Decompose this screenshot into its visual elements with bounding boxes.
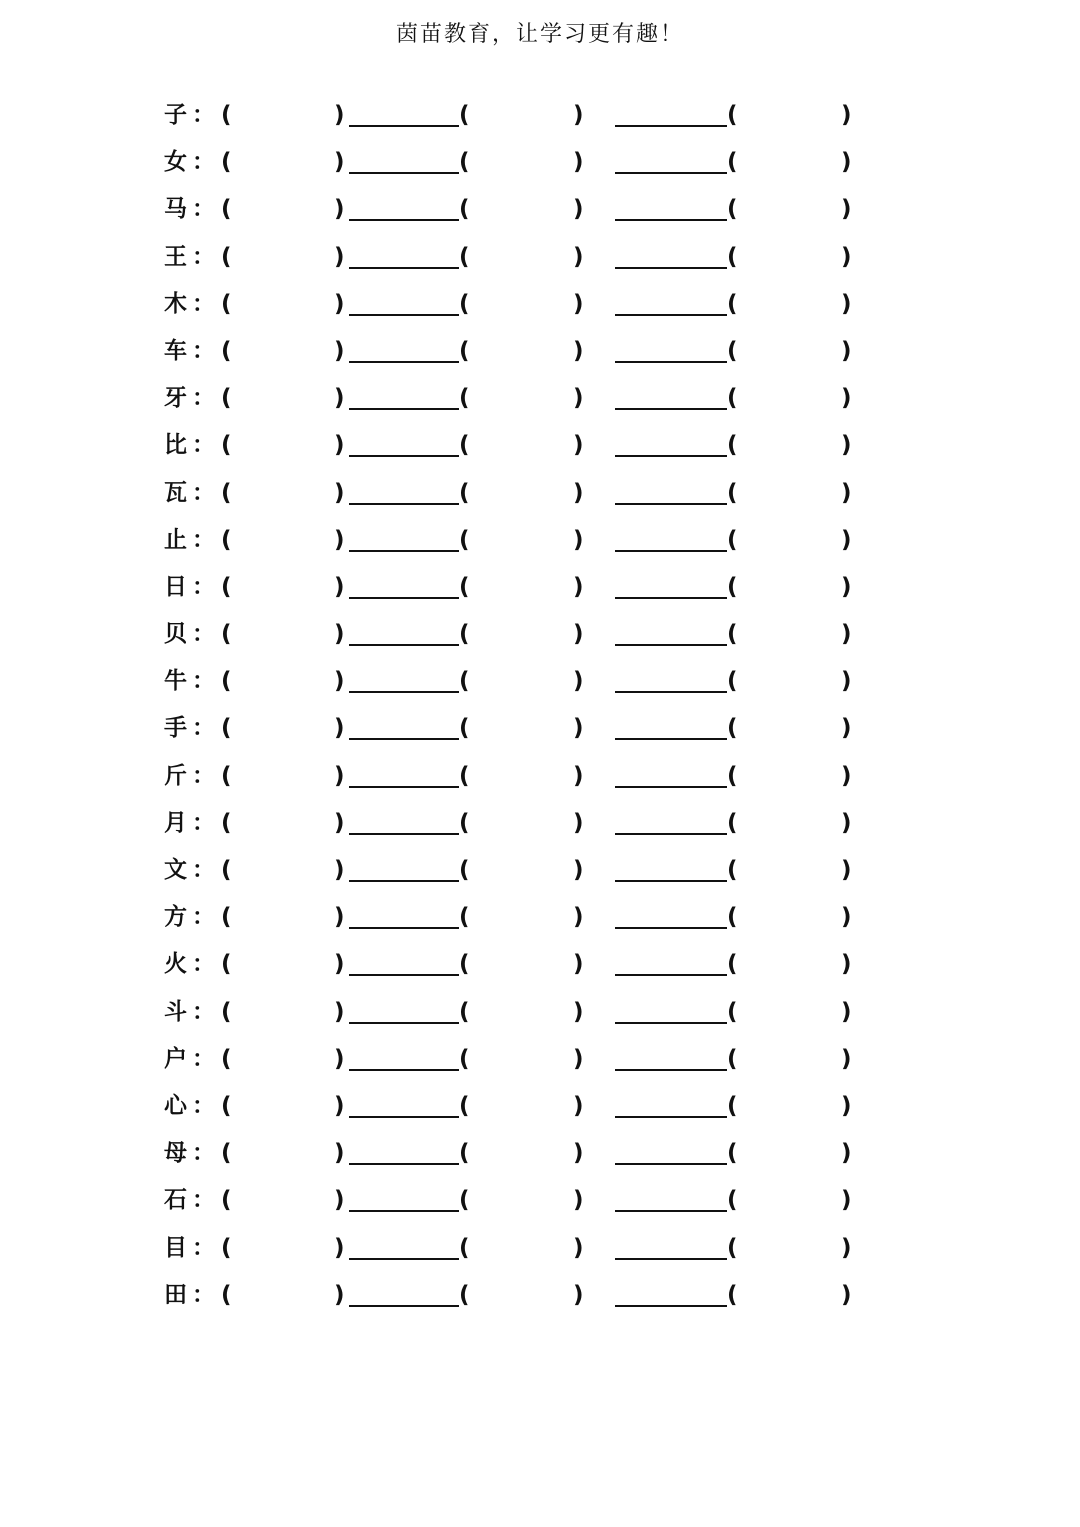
blank-2-left-paren: ( (459, 1234, 470, 1261)
row-colon: ： (192, 1092, 215, 1119)
blank-3-left-paren: ( (727, 290, 738, 317)
row-colon: ： (192, 1234, 215, 1261)
blank-2-left-paren: ( (459, 149, 470, 176)
blank-3-left-paren: ( (727, 337, 738, 364)
blank-2-right-paren: ) (573, 149, 584, 176)
worksheet-row (0, 422, 1080, 469)
blank-1-right-paren: ) (334, 337, 345, 364)
connector-line-2 (615, 833, 727, 835)
worksheet-row (0, 470, 1080, 517)
blank-1-left-paren: ( (221, 998, 232, 1025)
row-colon: ： (192, 809, 215, 836)
connector-line-1 (349, 1210, 459, 1212)
blank-2-left-paren: ( (459, 479, 470, 506)
blank-3-right-paren: ) (841, 762, 852, 789)
blank-1-left-paren: ( (221, 573, 232, 600)
blank-2-left-paren: ( (459, 196, 470, 223)
blank-1-right-paren: ) (334, 1281, 345, 1308)
blank-3-left-paren: ( (727, 149, 738, 176)
blank-1-right-paren: ) (334, 1234, 345, 1261)
row-colon: ： (192, 149, 215, 176)
row-character: 心 (164, 1092, 187, 1119)
connector-line-1 (349, 786, 459, 788)
connector-line-2 (615, 927, 727, 929)
blank-2-left-paren: ( (459, 998, 470, 1025)
blank-3-left-paren: ( (727, 1281, 738, 1308)
worksheet-row (0, 139, 1080, 186)
connector-line-2 (615, 455, 727, 457)
blank-1-left-paren: ( (221, 857, 232, 883)
blank-1-right-paren: ) (334, 102, 345, 128)
blank-3-left-paren: ( (727, 904, 738, 931)
blank-3-left-paren: ( (727, 1140, 738, 1167)
blank-1-right-paren: ) (334, 715, 345, 742)
worksheet-row (0, 658, 1080, 705)
blank-2-right-paren: ) (573, 1140, 584, 1167)
blank-3-right-paren: ) (841, 149, 852, 176)
blank-3-right-paren: ) (841, 1234, 852, 1261)
blank-2-right-paren: ) (573, 1234, 584, 1261)
blank-2-left-paren: ( (459, 526, 470, 553)
blank-2-right-paren: ) (573, 1187, 584, 1214)
blank-1-right-paren: ) (334, 1045, 345, 1072)
worksheet-row (0, 1036, 1080, 1083)
connector-line-1 (349, 974, 459, 976)
connector-line-1 (349, 1069, 459, 1071)
connector-line-1 (349, 927, 459, 929)
blank-3-left-paren: ( (727, 621, 738, 648)
blank-1-left-paren: ( (221, 951, 232, 978)
blank-1-right-paren: ) (334, 668, 345, 695)
blank-3-right-paren: ) (841, 102, 852, 128)
row-colon: ： (192, 479, 215, 506)
row-character: 斤 (164, 762, 187, 789)
blank-1-right-paren: ) (334, 526, 345, 553)
connector-line-1 (349, 361, 459, 363)
blank-1-left-paren: ( (221, 621, 232, 648)
blank-3-left-paren: ( (727, 1045, 738, 1072)
blank-2-right-paren: ) (573, 526, 584, 553)
worksheet-row (0, 281, 1080, 328)
blank-3-right-paren: ) (841, 243, 852, 270)
blank-1-right-paren: ) (334, 479, 345, 506)
connector-line-2 (615, 1210, 727, 1212)
blank-3-left-paren: ( (727, 243, 738, 270)
blank-1-right-paren: ) (334, 1140, 345, 1167)
connector-line-2 (615, 1069, 727, 1071)
connector-line-2 (615, 267, 727, 269)
row-character: 目 (164, 1234, 187, 1261)
blank-3-right-paren: ) (841, 290, 852, 317)
blank-1-left-paren: ( (221, 526, 232, 553)
blank-2-right-paren: ) (573, 1281, 584, 1308)
worksheet-row (0, 1083, 1080, 1130)
blank-3-left-paren: ( (727, 857, 738, 883)
blank-2-right-paren: ) (573, 668, 584, 695)
blank-2-left-paren: ( (459, 1045, 470, 1072)
row-colon: ： (192, 196, 215, 223)
connector-line-2 (615, 1258, 727, 1260)
blank-1-left-paren: ( (221, 149, 232, 176)
connector-line-1 (349, 408, 459, 410)
worksheet-row (0, 1272, 1080, 1319)
row-colon: ： (192, 243, 215, 270)
connector-line-2 (615, 974, 727, 976)
blank-1-left-paren: ( (221, 102, 232, 128)
row-colon: ： (192, 290, 215, 317)
connector-line-2 (615, 1116, 727, 1118)
row-character: 日 (164, 573, 187, 600)
blank-3-left-paren: ( (727, 762, 738, 789)
worksheet-row (0, 375, 1080, 422)
blank-2-right-paren: ) (573, 479, 584, 506)
row-character: 石 (164, 1187, 187, 1214)
worksheet-row (0, 234, 1080, 281)
blank-2-left-paren: ( (459, 1281, 470, 1308)
row-colon: ： (192, 951, 215, 978)
worksheet-row (0, 941, 1080, 988)
blank-2-left-paren: ( (459, 809, 470, 836)
blank-2-right-paren: ) (573, 337, 584, 364)
blank-2-left-paren: ( (459, 904, 470, 931)
row-character: 木 (164, 290, 187, 317)
connector-line-1 (349, 833, 459, 835)
connector-line-2 (615, 1305, 727, 1307)
blank-1-left-paren: ( (221, 337, 232, 364)
blank-2-left-paren: ( (459, 857, 470, 883)
blank-2-left-paren: ( (459, 951, 470, 978)
connector-line-2 (615, 172, 727, 174)
connector-line-2 (615, 644, 727, 646)
blank-3-right-paren: ) (841, 715, 852, 742)
connector-line-1 (349, 1305, 459, 1307)
blank-2-left-paren: ( (459, 1140, 470, 1167)
blank-1-left-paren: ( (221, 809, 232, 836)
blank-3-left-paren: ( (727, 1187, 738, 1214)
connector-line-1 (349, 550, 459, 552)
blank-3-left-paren: ( (727, 479, 738, 506)
worksheet-row (0, 328, 1080, 375)
blank-1-left-paren: ( (221, 432, 232, 459)
blank-2-right-paren: ) (573, 621, 584, 648)
blank-1-right-paren: ) (334, 857, 345, 883)
row-character: 田 (164, 1281, 187, 1308)
row-colon: ： (192, 573, 215, 600)
blank-2-right-paren: ) (573, 573, 584, 600)
worksheet-row (0, 894, 1080, 941)
blank-2-right-paren: ) (573, 243, 584, 270)
blank-2-left-paren: ( (459, 432, 470, 459)
row-character: 王 (164, 243, 187, 270)
worksheet-row (0, 753, 1080, 800)
blank-1-right-paren: ) (334, 762, 345, 789)
connector-line-2 (615, 880, 727, 882)
row-colon: ： (192, 715, 215, 742)
connector-line-1 (349, 738, 459, 740)
row-character: 户 (164, 1045, 187, 1072)
connector-line-1 (349, 314, 459, 316)
row-character: 文 (164, 857, 187, 883)
worksheet-row (0, 1130, 1080, 1177)
blank-3-left-paren: ( (727, 998, 738, 1025)
blank-2-right-paren: ) (573, 715, 584, 742)
blank-3-right-paren: ) (841, 526, 852, 553)
blank-3-left-paren: ( (727, 668, 738, 695)
row-character: 比 (164, 432, 187, 459)
page-header: 茵苗教育，让学习更有趣！ (395, 22, 684, 47)
blank-1-right-paren: ) (334, 290, 345, 317)
connector-line-1 (349, 172, 459, 174)
blank-1-left-paren: ( (221, 715, 232, 742)
row-character: 车 (164, 337, 187, 364)
blank-3-left-paren: ( (727, 715, 738, 742)
blank-1-right-paren: ) (334, 196, 345, 223)
row-colon: ： (192, 1140, 215, 1167)
blank-2-left-paren: ( (459, 102, 470, 128)
worksheet-row (0, 847, 1080, 894)
blank-1-right-paren: ) (334, 1092, 345, 1119)
blank-3-right-paren: ) (841, 809, 852, 836)
row-colon: ： (192, 432, 215, 459)
blank-2-right-paren: ) (573, 762, 584, 789)
row-colon: ： (192, 904, 215, 931)
blank-1-right-paren: ) (334, 573, 345, 600)
connector-line-2 (615, 550, 727, 552)
row-character: 牛 (164, 668, 187, 695)
row-character: 止 (164, 526, 187, 553)
blank-2-left-paren: ( (459, 385, 470, 412)
connector-line-2 (615, 597, 727, 599)
blank-2-left-paren: ( (459, 243, 470, 270)
connector-line-2 (615, 786, 727, 788)
worksheet-row (0, 1177, 1080, 1224)
blank-1-left-paren: ( (221, 479, 232, 506)
blank-3-right-paren: ) (841, 951, 852, 978)
blank-3-left-paren: ( (727, 526, 738, 553)
blank-2-right-paren: ) (573, 809, 584, 836)
blank-1-right-paren: ) (334, 1187, 345, 1214)
row-colon: ： (192, 1045, 215, 1072)
blank-2-left-paren: ( (459, 715, 470, 742)
worksheet-row (0, 564, 1080, 611)
blank-2-right-paren: ) (573, 290, 584, 317)
row-character: 子 (164, 102, 187, 128)
row-colon: ： (192, 668, 215, 695)
blank-1-left-paren: ( (221, 1187, 232, 1214)
blank-3-right-paren: ) (841, 1140, 852, 1167)
blank-2-right-paren: ) (573, 998, 584, 1025)
row-colon: ： (192, 102, 215, 128)
worksheet-row (0, 989, 1080, 1036)
blank-2-left-paren: ( (459, 573, 470, 600)
blank-3-right-paren: ) (841, 432, 852, 459)
blank-3-left-paren: ( (727, 432, 738, 459)
row-colon: ： (192, 1187, 215, 1214)
blank-2-right-paren: ) (573, 102, 584, 128)
row-character: 斗 (164, 998, 187, 1025)
connector-line-1 (349, 1163, 459, 1165)
blank-3-right-paren: ) (841, 998, 852, 1025)
connector-line-1 (349, 691, 459, 693)
blank-1-left-paren: ( (221, 1234, 232, 1261)
connector-line-1 (349, 644, 459, 646)
blank-1-right-paren: ) (334, 951, 345, 978)
connector-line-2 (615, 361, 727, 363)
row-character: 马 (164, 196, 187, 223)
connector-line-1 (349, 597, 459, 599)
blank-2-left-paren: ( (459, 762, 470, 789)
blank-1-right-paren: ) (334, 904, 345, 931)
blank-2-right-paren: ) (573, 1045, 584, 1072)
blank-3-right-paren: ) (841, 385, 852, 412)
blank-3-left-paren: ( (727, 1234, 738, 1261)
blank-3-left-paren: ( (727, 102, 738, 128)
connector-line-2 (615, 1022, 727, 1024)
blank-3-right-paren: ) (841, 479, 852, 506)
blank-3-left-paren: ( (727, 809, 738, 836)
blank-1-right-paren: ) (334, 809, 345, 836)
blank-1-left-paren: ( (221, 385, 232, 412)
blank-2-right-paren: ) (573, 385, 584, 412)
blank-3-left-paren: ( (727, 573, 738, 600)
blank-3-right-paren: ) (841, 1281, 852, 1308)
worksheet-row (0, 92, 1080, 139)
blank-1-left-paren: ( (221, 196, 232, 223)
worksheet-row (0, 705, 1080, 752)
blank-1-left-paren: ( (221, 1281, 232, 1308)
connector-line-2 (615, 691, 727, 693)
row-character: 火 (164, 951, 187, 978)
row-character: 母 (164, 1140, 187, 1167)
blank-1-right-paren: ) (334, 621, 345, 648)
blank-1-left-paren: ( (221, 904, 232, 931)
row-colon: ： (192, 526, 215, 553)
row-character: 女 (164, 149, 187, 176)
blank-2-left-paren: ( (459, 337, 470, 364)
row-character: 方 (164, 904, 187, 931)
blank-3-right-paren: ) (841, 668, 852, 695)
blank-3-left-paren: ( (727, 196, 738, 223)
blank-1-left-paren: ( (221, 243, 232, 270)
worksheet-row (0, 517, 1080, 564)
connector-line-2 (615, 738, 727, 740)
blank-2-right-paren: ) (573, 951, 584, 978)
blank-1-left-paren: ( (221, 668, 232, 695)
blank-2-left-paren: ( (459, 621, 470, 648)
connector-line-2 (615, 219, 727, 221)
blank-2-right-paren: ) (573, 904, 584, 931)
blank-1-left-paren: ( (221, 762, 232, 789)
connector-line-2 (615, 125, 727, 127)
worksheet-row (0, 800, 1080, 847)
blank-3-right-paren: ) (841, 337, 852, 364)
connector-line-2 (615, 1163, 727, 1165)
blank-3-left-paren: ( (727, 1092, 738, 1119)
blank-3-right-paren: ) (841, 857, 852, 883)
blank-3-right-paren: ) (841, 1187, 852, 1214)
blank-2-left-paren: ( (459, 1187, 470, 1214)
blank-1-right-paren: ) (334, 998, 345, 1025)
blank-2-right-paren: ) (573, 432, 584, 459)
blank-1-right-paren: ) (334, 385, 345, 412)
worksheet-row (0, 186, 1080, 233)
connector-line-1 (349, 1116, 459, 1118)
connector-line-1 (349, 219, 459, 221)
blank-1-left-paren: ( (221, 1140, 232, 1167)
blank-3-right-paren: ) (841, 196, 852, 223)
blank-1-right-paren: ) (334, 149, 345, 176)
connector-line-1 (349, 455, 459, 457)
blank-3-left-paren: ( (727, 951, 738, 978)
row-character: 贝 (164, 621, 187, 648)
blank-2-right-paren: ) (573, 1092, 584, 1119)
row-colon: ： (192, 621, 215, 648)
worksheet-rows (0, 92, 1080, 1319)
blank-3-left-paren: ( (727, 385, 738, 412)
connector-line-2 (615, 503, 727, 505)
blank-2-left-paren: ( (459, 290, 470, 317)
row-colon: ： (192, 337, 215, 364)
worksheet-row (0, 1225, 1080, 1272)
connector-line-1 (349, 1258, 459, 1260)
row-colon: ： (192, 857, 215, 883)
blank-2-right-paren: ) (573, 196, 584, 223)
connector-line-1 (349, 125, 459, 127)
blank-1-left-paren: ( (221, 1092, 232, 1119)
row-character: 月 (164, 809, 187, 836)
row-character: 瓦 (164, 479, 187, 506)
row-colon: ： (192, 385, 215, 412)
blank-3-right-paren: ) (841, 1045, 852, 1072)
blank-1-left-paren: ( (221, 290, 232, 317)
blank-3-right-paren: ) (841, 621, 852, 648)
blank-2-right-paren: ) (573, 857, 584, 883)
connector-line-2 (615, 408, 727, 410)
row-colon: ： (192, 762, 215, 789)
blank-1-right-paren: ) (334, 243, 345, 270)
blank-2-left-paren: ( (459, 668, 470, 695)
worksheet-row (0, 611, 1080, 658)
connector-line-1 (349, 1022, 459, 1024)
blank-3-right-paren: ) (841, 1092, 852, 1119)
connector-line-1 (349, 267, 459, 269)
row-character: 手 (164, 715, 187, 742)
row-colon: ： (192, 998, 215, 1025)
blank-1-right-paren: ) (334, 432, 345, 459)
row-colon: ： (192, 1281, 215, 1308)
blank-3-right-paren: ) (841, 573, 852, 600)
connector-line-1 (349, 880, 459, 882)
blank-2-left-paren: ( (459, 1092, 470, 1119)
blank-3-right-paren: ) (841, 904, 852, 931)
connector-line-1 (349, 503, 459, 505)
row-character: 牙 (164, 385, 187, 412)
connector-line-2 (615, 314, 727, 316)
blank-1-left-paren: ( (221, 1045, 232, 1072)
